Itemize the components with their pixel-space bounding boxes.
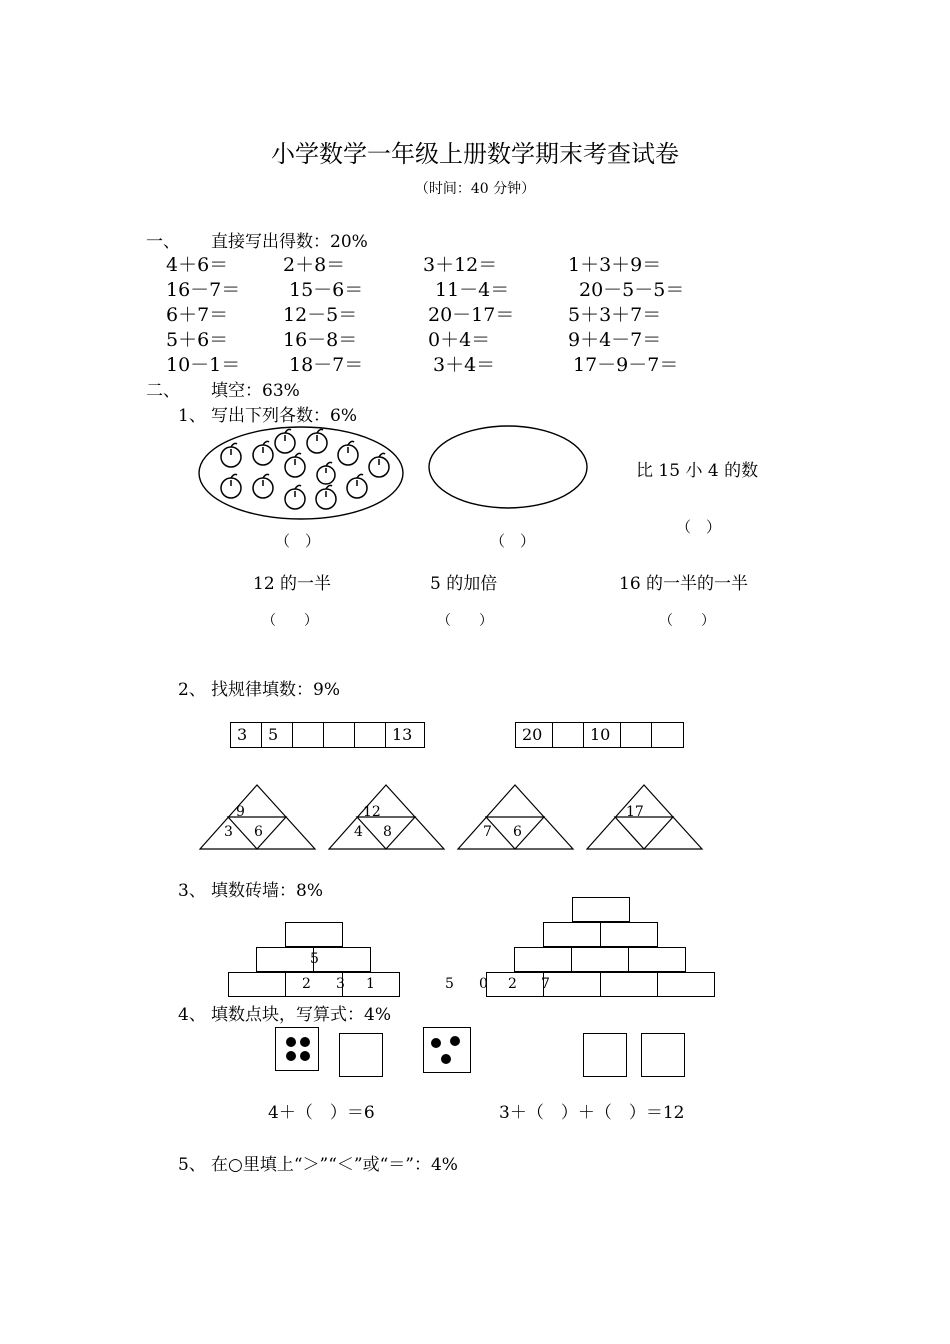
q1-item-quarter: 16 的一半的一半 bbox=[619, 574, 749, 594]
dice-four-icon bbox=[275, 1027, 319, 1071]
arithmetic-item[interactable]: 17－9－7＝ bbox=[573, 354, 679, 376]
triangle-top-value: 12 bbox=[363, 804, 381, 820]
number-triangle[interactable] bbox=[328, 784, 446, 852]
arithmetic-item[interactable]: 6＋7＝ bbox=[166, 304, 229, 326]
apple-icon bbox=[221, 474, 241, 498]
q5-title: 在○里填上“＞”“＜”或“＝”：4% bbox=[211, 1155, 458, 1175]
sequence-cell[interactable] bbox=[355, 723, 386, 747]
sequence-cell: 10 bbox=[584, 723, 621, 747]
q4-equation-2[interactable]: 3＋（ ）＋（ ）＝12 bbox=[499, 1103, 685, 1123]
q1-item-double: 5 的加倍 bbox=[430, 574, 498, 594]
section1-title: 直接写出得数：20% bbox=[211, 232, 368, 252]
brick-value: 1 bbox=[366, 976, 375, 992]
sequence-cell[interactable] bbox=[324, 723, 355, 747]
apple-icon bbox=[317, 462, 335, 484]
brick[interactable] bbox=[256, 947, 314, 972]
answer-dot-box[interactable] bbox=[583, 1033, 627, 1077]
section1-number: 一、 bbox=[146, 232, 180, 252]
answer-dot-box[interactable] bbox=[641, 1033, 685, 1077]
q1-item-quarter-answer[interactable]: （ ） bbox=[659, 613, 715, 629]
q5-number: 5、 bbox=[178, 1155, 206, 1175]
q3-title: 填数砖墙：8% bbox=[211, 881, 323, 901]
apple-icon bbox=[316, 485, 336, 509]
arithmetic-item[interactable]: 16－7＝ bbox=[166, 279, 241, 301]
brick[interactable] bbox=[228, 972, 286, 997]
brick-value: 3 bbox=[336, 976, 345, 992]
brick-value: 2 bbox=[302, 976, 311, 992]
sequence-cell[interactable] bbox=[621, 723, 652, 747]
arithmetic-item[interactable]: 10－1＝ bbox=[166, 354, 241, 376]
q1-title: 写出下列各数：6% bbox=[211, 406, 357, 426]
section2-number: 二、 bbox=[146, 381, 180, 401]
brick[interactable] bbox=[600, 972, 658, 997]
apple-icon bbox=[338, 441, 358, 465]
arithmetic-item[interactable]: 15－6＝ bbox=[289, 279, 364, 301]
brick[interactable] bbox=[572, 897, 630, 922]
brick[interactable] bbox=[600, 922, 658, 947]
sequence-cell[interactable] bbox=[652, 723, 683, 747]
brick[interactable] bbox=[514, 947, 572, 972]
section2-title: 填空：63% bbox=[211, 381, 300, 401]
sequence-cell: 3 bbox=[231, 723, 262, 747]
arithmetic-item[interactable]: 9＋4－7＝ bbox=[568, 329, 662, 351]
brick[interactable] bbox=[571, 947, 629, 972]
apple-icon bbox=[253, 474, 273, 498]
apple-icon bbox=[369, 453, 389, 477]
apple-icon bbox=[347, 474, 367, 498]
q4-number: 4、 bbox=[178, 1005, 206, 1025]
apple-icon bbox=[307, 429, 327, 453]
arithmetic-item[interactable]: 1＋3＋9＝ bbox=[568, 254, 662, 276]
sequence-cell[interactable] bbox=[293, 723, 324, 747]
triangle-left-value: 7 bbox=[483, 824, 492, 840]
number-triangle[interactable] bbox=[457, 784, 575, 852]
arithmetic-item[interactable]: 18－7＝ bbox=[289, 354, 364, 376]
q1-item-half: 12 的一半 bbox=[253, 574, 332, 594]
arithmetic-item[interactable]: 20－5－5＝ bbox=[579, 279, 685, 301]
empty-ellipse[interactable] bbox=[427, 424, 591, 512]
sequence-cell[interactable] bbox=[553, 723, 584, 747]
triangle-right-value: 6 bbox=[513, 824, 522, 840]
triangle-right-value: 8 bbox=[383, 824, 392, 840]
number-triangle[interactable] bbox=[586, 784, 704, 852]
arithmetic-item[interactable]: 11－4＝ bbox=[435, 279, 510, 301]
apple-icon bbox=[221, 443, 241, 467]
time-limit: （时间：40 分钟） bbox=[414, 181, 536, 197]
q1-item-double-answer[interactable]: （ ） bbox=[437, 613, 493, 629]
sequence-row-2 bbox=[515, 722, 684, 748]
arithmetic-item[interactable]: 4＋6＝ bbox=[166, 254, 229, 276]
triangle-left-value: 4 bbox=[354, 824, 363, 840]
q1-item-less-than-answer[interactable]: （ ） bbox=[676, 518, 722, 536]
sequence-cell: 5 bbox=[262, 723, 293, 747]
brick[interactable] bbox=[313, 947, 371, 972]
brick[interactable] bbox=[285, 922, 343, 947]
sequence-cell: 20 bbox=[516, 723, 553, 747]
dice-three-icon bbox=[423, 1027, 471, 1073]
arithmetic-item[interactable]: 0＋4＝ bbox=[428, 329, 491, 351]
apple-icon bbox=[285, 453, 305, 477]
page-title: 小学数学一年级上册数学期末考查试卷 bbox=[271, 140, 679, 168]
sequence-cell: 13 bbox=[392, 725, 413, 744]
q1-number: 1、 bbox=[178, 406, 206, 426]
apple-icon bbox=[285, 485, 305, 509]
brick[interactable] bbox=[285, 972, 343, 997]
q1-ellipse1-answer[interactable]: （ ） bbox=[275, 532, 321, 550]
triangle-top-value: 17 bbox=[626, 804, 644, 820]
brick-value: 5 bbox=[445, 976, 454, 992]
apples-ellipse bbox=[195, 425, 407, 525]
triangle-top-value: 9 bbox=[236, 804, 245, 820]
sequence-row-1 bbox=[230, 722, 425, 748]
arithmetic-item[interactable]: 12－5＝ bbox=[283, 304, 358, 326]
brick[interactable] bbox=[543, 922, 601, 947]
apple-icon bbox=[253, 441, 273, 465]
q2-number: 2、 bbox=[178, 680, 206, 700]
arithmetic-item[interactable]: 5＋3＋7＝ bbox=[568, 304, 662, 326]
arithmetic-item[interactable]: 5＋6＝ bbox=[166, 329, 229, 351]
arithmetic-item[interactable]: 3＋12＝ bbox=[423, 254, 498, 276]
q4-equation-1[interactable]: 4＋（ ）＝6 bbox=[268, 1103, 375, 1123]
answer-dot-box[interactable] bbox=[339, 1033, 383, 1077]
brick[interactable] bbox=[657, 972, 715, 997]
q1-item-half-answer[interactable]: （ ） bbox=[262, 613, 318, 629]
arithmetic-item[interactable]: 16－8＝ bbox=[283, 329, 358, 351]
apple-icon bbox=[275, 429, 295, 453]
brick-value: 5 bbox=[310, 951, 319, 967]
brick-value: 7 bbox=[541, 976, 550, 992]
q3-number: 3、 bbox=[178, 881, 206, 901]
triangle-left-value: 3 bbox=[224, 824, 233, 840]
q2-title: 找规律填数：9% bbox=[211, 680, 340, 700]
arithmetic-item[interactable]: 20－17＝ bbox=[428, 304, 515, 326]
q1-ellipse2-answer[interactable]: （ ） bbox=[490, 532, 536, 550]
q1-item-less-than: 比 15 小 4 的数 bbox=[636, 461, 759, 481]
arithmetic-item[interactable]: 3＋4＝ bbox=[433, 354, 496, 376]
arithmetic-item[interactable]: 2＋8＝ bbox=[283, 254, 346, 276]
q4-title: 填数点块，写算式：4% bbox=[211, 1005, 391, 1025]
triangle-right-value: 6 bbox=[254, 824, 263, 840]
brick-value: 2 bbox=[508, 976, 517, 992]
number-triangle[interactable] bbox=[199, 784, 317, 852]
brick[interactable] bbox=[628, 947, 686, 972]
brick-value: 0 bbox=[479, 976, 488, 992]
brick[interactable] bbox=[543, 972, 601, 997]
